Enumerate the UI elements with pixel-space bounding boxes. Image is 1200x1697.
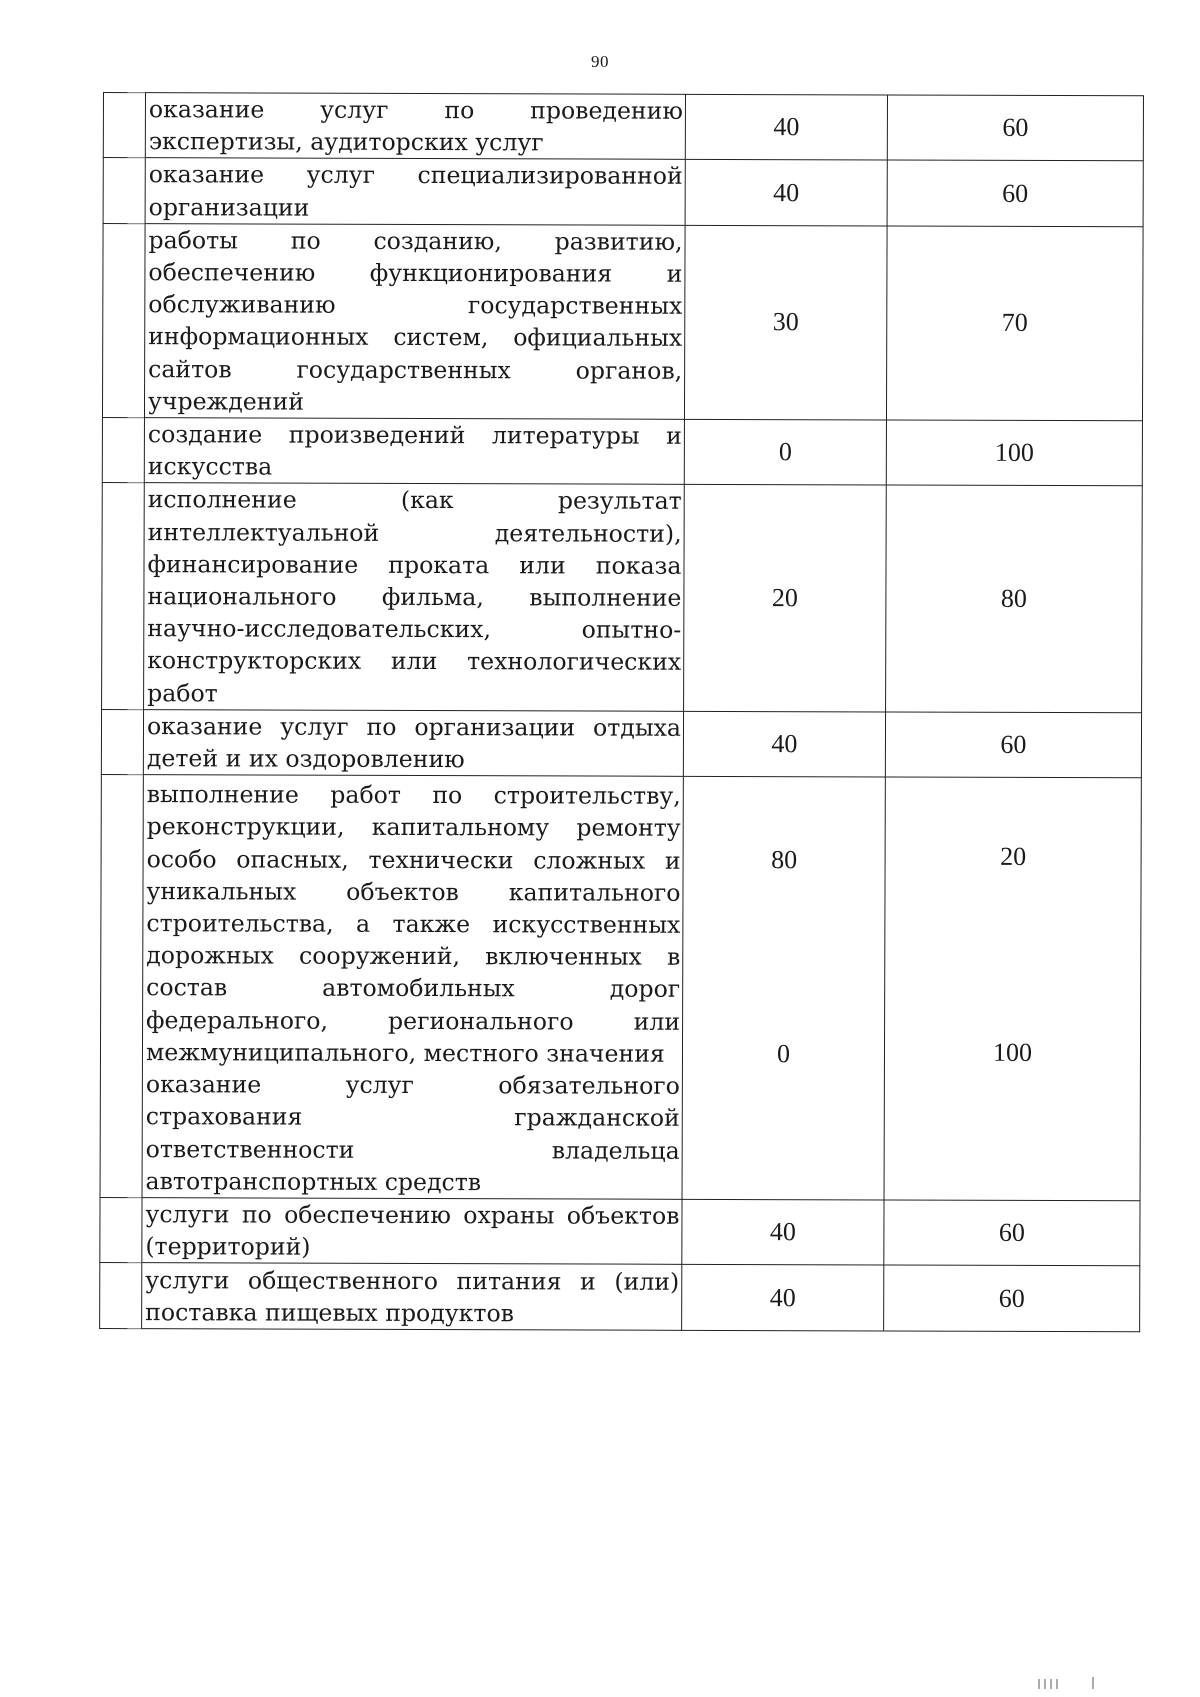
document-table-container [99, 92, 1143, 1333]
table-row [102, 223, 1143, 420]
row-number-cell [100, 1197, 142, 1263]
row-value-b-primary: 20 [1000, 842, 1027, 872]
table-row [100, 1263, 1140, 1332]
row-description-cell [142, 1263, 682, 1331]
row-number-cell [100, 775, 143, 1198]
row-value-a-cell: 20 [684, 485, 887, 712]
row-value-b-secondary: 100 [992, 1038, 1033, 1068]
table-row [101, 709, 1141, 778]
row-number-cell [101, 709, 143, 775]
table-row [103, 158, 1143, 227]
row-value-a-cell: 40 [682, 1199, 884, 1265]
table-row [102, 418, 1142, 487]
table-row [103, 93, 1143, 162]
row-description-text: исполнение (как результат интеллектуальной деятельности), финансирование проката или показа национального фильма, выполнение научно-исследовательских, опытно-конструкторских или технологических работ [147, 485, 682, 708]
row-description-cell [144, 418, 684, 485]
row-description-text: выполнение работ по строительству, реконструкции, капитальному ремонту особо опасных, технически сложных и уникальных объектов капитального строительства, а также искусственных дорожных сооружений, включенных в состав автомобильных дорог федерального, регионального или межмуниципального, местного значения [145, 780, 681, 1068]
row-value-b-cell [884, 777, 1141, 1200]
row-description-cell [142, 775, 683, 1199]
row-description-text: оказание услуг по организации отдыха детей и их оздоровлению [146, 712, 682, 774]
row-description-cell [144, 223, 685, 419]
row-description-cell [144, 483, 685, 711]
row-description-cell [143, 709, 683, 776]
row-description-text: оказание услуг по проведению экспертизы, аудиторских услуг [148, 95, 683, 157]
row-value-b-cell: 60 [887, 160, 1143, 226]
row-value-a-cell: 40 [685, 160, 887, 226]
row-description-text-secondary: оказание услуг обязательного страхования гражданской ответственности владельца автотранспортных средств [145, 1070, 680, 1196]
row-value-b-cell: 60 [887, 95, 1143, 161]
row-number-cell [103, 93, 145, 159]
row-value-a-cell: 30 [684, 225, 887, 420]
page-number: 90 [591, 52, 609, 71]
row-description-text: услуги по обеспечению охраны объектов (территорий) [145, 1200, 680, 1261]
row-description-cell [142, 1198, 682, 1265]
scan-artifact-marks [1035, 1677, 1095, 1689]
row-value-b-cell: 60 [884, 1265, 1140, 1332]
document-table [99, 92, 1144, 1333]
row-number-cell [100, 1263, 142, 1329]
row-value-b-cell: 100 [886, 420, 1142, 486]
row-number-cell [102, 223, 145, 417]
table-row [100, 775, 1141, 1201]
table-row [102, 483, 1143, 713]
row-description-cell [145, 158, 685, 225]
row-description-text: создание произведений литературы и искусства [147, 420, 682, 481]
row-value-a-secondary: 0 [776, 1039, 791, 1069]
row-value-a-cell: 0 [684, 419, 886, 485]
row-description-text: оказание услуг специализированной организации [148, 160, 683, 222]
row-value-a-cell: 40 [683, 711, 885, 777]
row-value-b-cell: 60 [884, 1200, 1140, 1266]
row-value-b-cell: 60 [885, 712, 1141, 778]
row-description-cell [145, 93, 685, 160]
row-value-a-cell: 40 [685, 94, 887, 160]
row-value-a-cell: 40 [682, 1265, 884, 1332]
row-value-b-cell: 70 [886, 226, 1143, 421]
row-value-b-cell: 80 [886, 485, 1143, 712]
row-description-text: работы по созданию, развитию, обеспечению функционирования и обслуживанию государственных информационных систем, официальных сайтов государственных органов, учреждений [147, 225, 683, 416]
row-number-cell [103, 158, 145, 224]
row-value-a-cell [682, 777, 885, 1200]
table-row [100, 1197, 1140, 1266]
row-number-cell [102, 483, 145, 710]
row-number-cell [102, 418, 144, 484]
row-value-a-primary: 80 [771, 845, 798, 875]
row-description-text: услуги общественного питания и (или) поставка пищевых продуктов [145, 1265, 680, 1328]
